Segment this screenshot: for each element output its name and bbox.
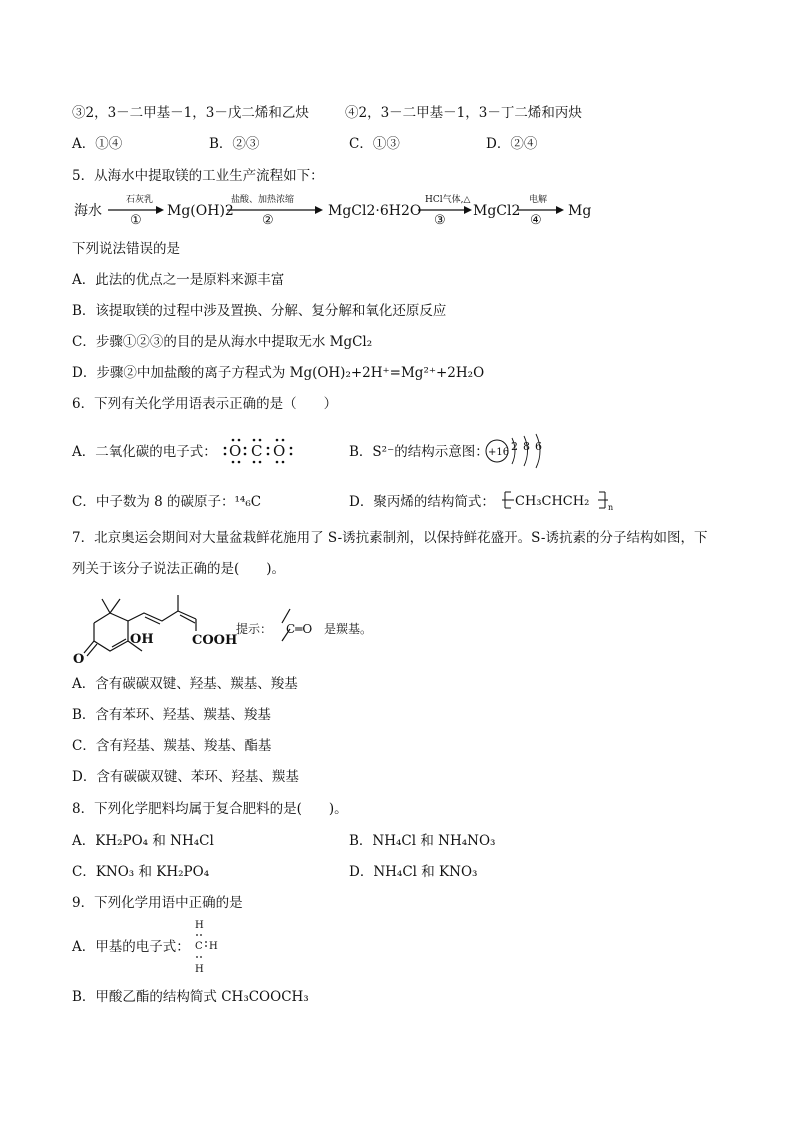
flow-step-1: ① xyxy=(130,213,142,228)
co2-o-right: O xyxy=(273,442,286,460)
flow-arrowhead-4 xyxy=(556,206,564,214)
methyl-h-bottom: H xyxy=(195,964,204,975)
q6-option-c: C．中子数为 8 的碳原子：¹⁴₆C xyxy=(72,494,262,510)
q8-stem: 8．下列化学肥料均属于复合肥料的是( )。 xyxy=(72,801,348,817)
flow-mg: Mg xyxy=(568,203,592,219)
co2-electron-formula xyxy=(222,436,302,466)
methyl-h-right: H xyxy=(209,941,218,952)
q7-stem-line2: 列关于该分子说法正确的是( )。 xyxy=(72,561,286,577)
co2-o-left: O xyxy=(229,442,242,460)
flow-mgcl2: MgCl2 xyxy=(473,203,521,219)
hint-tail: 是羰基。 xyxy=(324,622,373,636)
co2-c: C xyxy=(251,442,263,460)
structure-oh: OH xyxy=(130,632,154,647)
structure-cooh: COOH xyxy=(192,633,238,648)
flow-arrowhead-3 xyxy=(464,206,472,214)
q6-option-d: D．聚丙烯的结构简式： xyxy=(349,494,495,510)
q4-option-c: C．①③ xyxy=(349,136,400,152)
flow-arrow1-label: 石灰乳 xyxy=(126,195,154,205)
q7-option-c: C．含有羟基、羰基、羧基、酯基 xyxy=(72,738,272,754)
polypropylene-formula xyxy=(502,486,618,514)
q6-stem: 6．下列有关化学用语表示正确的是（ ） xyxy=(72,396,338,412)
q8-option-d: D．NH₄Cl 和 KNO₃ xyxy=(349,864,478,880)
q4-option-d: D．②④ xyxy=(486,136,538,152)
sulfide-structure-diagram xyxy=(484,432,550,470)
q5-option-c: C．步骤①②③的目的是从海水中提取无水 MgCl₂ xyxy=(72,334,373,350)
structure-o: O xyxy=(73,652,85,667)
q5-ask: 下列说法错误的是 xyxy=(72,241,180,257)
polypropylene-unit: CH₃CHCH₂ xyxy=(515,494,590,509)
q7-option-a: A．含有碳碳双键、羟基、羰基、羧基 xyxy=(72,676,298,692)
q5-option-b: B．该提取镁的过程中涉及置换、分解、复分解和氧化还原反应 xyxy=(72,303,447,319)
q8-option-b: B．NH₄Cl 和 NH₄NO₃ xyxy=(349,833,496,849)
q6-option-b: B．S²⁻的结构示意图： xyxy=(349,444,489,460)
q9-option-a: A．甲基的电子式： xyxy=(72,939,190,955)
flow-seawater: 海水 xyxy=(74,203,102,219)
flow-arrow2-label: 盐酸、加热浓缩 xyxy=(231,195,295,205)
sulfide-shell-2: 8 xyxy=(523,440,530,453)
flow-step-3: ③ xyxy=(434,213,446,228)
s-abscisin-structure xyxy=(72,583,402,665)
q4-option-b: B．②③ xyxy=(209,136,260,152)
flow-arrowhead-1 xyxy=(156,206,164,214)
methyl-h-top: H xyxy=(195,920,204,931)
q7-stem-line1: 7．北京奥运会期间对大量盆栽鲜花施用了 S-诱抗素制剂，以保持鲜花盛开。S-诱抗素的分子结构如图，下 xyxy=(72,530,708,546)
q4-item-3: ③2，3－二甲基－1，3－戊二烯和乙炔 xyxy=(72,105,309,121)
flow-step-4: ④ xyxy=(530,213,542,228)
hint-label: 提示： xyxy=(236,622,273,636)
hint-carbonyl: C═O xyxy=(286,622,313,636)
q4-option-a: A．①④ xyxy=(72,136,123,152)
methyl-c: C xyxy=(195,941,203,952)
flow-step-2: ② xyxy=(262,213,274,228)
q9-stem: 9．下列化学用语中正确的是 xyxy=(72,895,243,911)
flow-arrowhead-2 xyxy=(315,206,323,214)
sulfide-nucleus: +16 xyxy=(488,447,510,458)
q8-option-a: A．KH₂PO₄ 和 NH₄Cl xyxy=(72,833,214,849)
q8-option-c: C．KNO₃ 和 KH₂PO₄ xyxy=(72,864,210,880)
q6-option-a: A．二氧化碳的电子式： xyxy=(72,444,217,460)
sulfide-shell-3: 6 xyxy=(535,440,542,453)
q7-option-d: D．含有碳碳双键、苯环、羟基、羰基 xyxy=(72,769,299,785)
q5-stem: 5．从海水中提取镁的工业生产流程如下： xyxy=(72,168,324,184)
flow-arrow4-label: 电解 xyxy=(529,195,548,205)
q7-option-b: B．含有苯环、羟基、羰基、羧基 xyxy=(72,707,271,723)
q9-option-b: B．甲酸乙酯的结构简式 CH₃COOCH₃ xyxy=(72,989,309,1005)
sulfide-shell-1: 2 xyxy=(511,440,518,453)
flow-arrow3-label: HCl气体,△ xyxy=(425,195,471,205)
q5-option-a: A．此法的优点之一是原料来源丰富 xyxy=(72,272,285,288)
flow-mgcl2-hydrate: MgCl2·6H2O xyxy=(328,203,422,219)
methyl-electron-formula xyxy=(190,917,230,979)
magnesium-flow-diagram xyxy=(72,190,602,232)
q4-item-4: ④2，3－二甲基－1，3－丁二烯和丙炔 xyxy=(345,105,582,121)
flow-mgoh2: Mg(OH)2 xyxy=(167,203,234,219)
polypropylene-n: n xyxy=(608,503,614,512)
q5-option-d: D．步骤②中加盐酸的离子方程式为 Mg(OH)₂+2H⁺=Mg²⁺+2H₂O xyxy=(72,365,485,381)
